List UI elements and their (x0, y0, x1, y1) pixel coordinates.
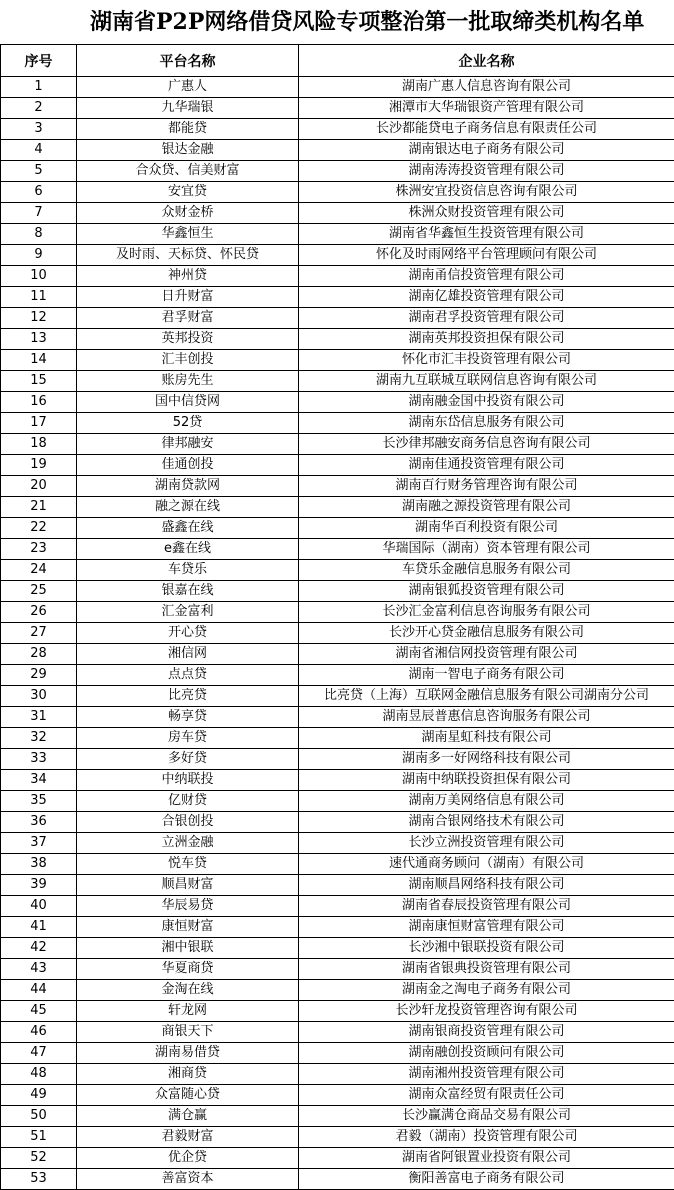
row-seq-cell: 42 (1, 938, 77, 959)
row-company-cell: 衡阳善富电子商务有限公司 (299, 1169, 674, 1190)
row-platform-cell: 轩龙网 (77, 1001, 299, 1022)
row-platform-cell: 日升财富 (77, 287, 299, 308)
table-row (1, 1064, 674, 1085)
header-platform: 平台名称 (77, 45, 299, 77)
row-platform-cell: 华辰易贷 (77, 896, 299, 917)
header-company: 企业名称 (299, 45, 674, 77)
row-seq-cell: 7 (1, 203, 77, 224)
table-row (1, 434, 674, 455)
row-seq-cell: 15 (1, 371, 77, 392)
table-row (1, 182, 674, 203)
table-row (1, 581, 674, 602)
row-company-cell: 湖南省湘信网投资管理有限公司 (299, 644, 674, 665)
table-row (1, 77, 674, 98)
page-title: 湖南省P2P网络借贷风险专项整治第一批取缔类机构名单 (90, 9, 645, 35)
row-company-cell: 湖南省银典投资管理有限公司 (299, 959, 674, 980)
row-platform-cell: 君毅财富 (77, 1127, 299, 1148)
row-seq-cell: 29 (1, 665, 77, 686)
table-row (1, 1001, 674, 1022)
row-platform-cell: 安宜贷 (77, 182, 299, 203)
row-seq-cell: 38 (1, 854, 77, 875)
table-row (1, 1169, 674, 1190)
row-platform-cell: 广惠人 (77, 77, 299, 98)
row-seq-cell: 9 (1, 245, 77, 266)
row-platform-cell: 湖南易借贷 (77, 1043, 299, 1064)
row-company-cell: 长沙轩龙投资管理咨询有限公司 (299, 1001, 674, 1022)
table-body (1, 77, 674, 1190)
row-seq-cell: 34 (1, 770, 77, 791)
table-row (1, 875, 674, 896)
row-company-cell: 湖南省阿银置业投资有限公司 (299, 1148, 674, 1169)
row-company-cell: 湖南融之源投资管理有限公司 (299, 497, 674, 518)
row-platform-cell: 车贷乐 (77, 560, 299, 581)
row-company-cell: 湖南昱辰普惠信息咨询服务有限公司 (299, 707, 674, 728)
row-company-cell: 长沙赢满仓商品交易有限公司 (299, 1106, 674, 1127)
row-seq-cell: 3 (1, 119, 77, 140)
row-company-cell: 湖南广惠人信息咨询有限公司 (299, 77, 674, 98)
row-platform-cell: 金淘在线 (77, 980, 299, 1001)
row-seq-cell: 51 (1, 1127, 77, 1148)
row-seq-cell: 32 (1, 728, 77, 749)
row-company-cell: 湖南万美网络信息有限公司 (299, 791, 674, 812)
row-seq-cell: 2 (1, 98, 77, 119)
row-platform-cell: 九华瑞银 (77, 98, 299, 119)
row-platform-cell: 律邦融安 (77, 434, 299, 455)
row-seq-cell: 36 (1, 812, 77, 833)
row-seq-cell: 37 (1, 833, 77, 854)
row-company-cell: 君毅（湖南）投资管理有限公司 (299, 1127, 674, 1148)
row-company-cell: 湖南涛涛投资管理有限公司 (299, 161, 674, 182)
row-company-cell: 湖南众富经贸有限责任公司 (299, 1085, 674, 1106)
row-platform-cell: 亿财贷 (77, 791, 299, 812)
table-row (1, 959, 674, 980)
row-company-cell: 长沙立洲投资管理有限公司 (299, 833, 674, 854)
row-platform-cell: 汇金富利 (77, 602, 299, 623)
table-row (1, 707, 674, 728)
row-platform-cell: 康恒财富 (77, 917, 299, 938)
row-company-cell: 速代通商务顾问（湖南）有限公司 (299, 854, 674, 875)
row-platform-cell: 湘信网 (77, 644, 299, 665)
row-seq-cell: 23 (1, 539, 77, 560)
table-row (1, 854, 674, 875)
row-platform-cell: 盛鑫在线 (77, 518, 299, 539)
table-row (1, 1022, 674, 1043)
institution-table (0, 44, 674, 1190)
table-row (1, 413, 674, 434)
row-company-cell: 湖南英邦投资担保有限公司 (299, 329, 674, 350)
row-platform-cell: 国中信贷网 (77, 392, 299, 413)
row-seq-cell: 50 (1, 1106, 77, 1127)
row-platform-cell: 英邦投资 (77, 329, 299, 350)
table-row (1, 749, 674, 770)
row-company-cell: 株洲众财投资管理有限公司 (299, 203, 674, 224)
row-seq-cell: 52 (1, 1148, 77, 1169)
table-row (1, 980, 674, 1001)
row-seq-cell: 45 (1, 1001, 77, 1022)
row-seq-cell: 47 (1, 1043, 77, 1064)
table-row (1, 686, 674, 707)
row-seq-cell: 6 (1, 182, 77, 203)
row-seq-cell: 11 (1, 287, 77, 308)
row-platform-cell: 多好贷 (77, 749, 299, 770)
row-platform-cell: 君孚财富 (77, 308, 299, 329)
row-company-cell: 湖南华百利投资有限公司 (299, 518, 674, 539)
row-platform-cell: 湘商贷 (77, 1064, 299, 1085)
row-company-cell: 长沙汇金富利信息咨询服务有限公司 (299, 602, 674, 623)
row-company-cell: 湖南百行财务管理咨询有限公司 (299, 476, 674, 497)
table-row (1, 602, 674, 623)
row-company-cell: 湖南九互联城互联网信息咨询有限公司 (299, 371, 674, 392)
table-row (1, 1127, 674, 1148)
row-company-cell: 长沙律邦融安商务信息咨询有限公司 (299, 434, 674, 455)
table-row (1, 203, 674, 224)
row-company-cell: 湖南银达电子商务有限公司 (299, 140, 674, 161)
row-seq-cell: 39 (1, 875, 77, 896)
row-seq-cell: 35 (1, 791, 77, 812)
row-seq-cell: 27 (1, 623, 77, 644)
row-seq-cell: 13 (1, 329, 77, 350)
table-row (1, 119, 674, 140)
row-platform-cell: 优企贷 (77, 1148, 299, 1169)
row-seq-cell: 14 (1, 350, 77, 371)
row-company-cell: 比亮贷（上海）互联网金融信息服务有限公司湖南分公司 (299, 686, 674, 707)
row-platform-cell: 开心贷 (77, 623, 299, 644)
row-company-cell: 车贷乐金融信息服务有限公司 (299, 560, 674, 581)
row-company-cell: 长沙湘中银联投资有限公司 (299, 938, 674, 959)
row-seq-cell: 41 (1, 917, 77, 938)
table-row (1, 392, 674, 413)
row-seq-cell: 5 (1, 161, 77, 182)
row-seq-cell: 21 (1, 497, 77, 518)
row-seq-cell: 53 (1, 1169, 77, 1190)
row-seq-cell: 4 (1, 140, 77, 161)
row-company-cell: 湖南合银网络技术有限公司 (299, 812, 674, 833)
row-seq-cell: 24 (1, 560, 77, 581)
row-seq-cell: 43 (1, 959, 77, 980)
row-company-cell: 华瑞国际（湖南）资本管理有限公司 (299, 539, 674, 560)
table-row (1, 497, 674, 518)
row-platform-cell: 比亮贷 (77, 686, 299, 707)
row-platform-cell: 悦车贷 (77, 854, 299, 875)
table-row (1, 539, 674, 560)
row-platform-cell: 华鑫恒生 (77, 224, 299, 245)
row-platform-cell: 畅享贷 (77, 707, 299, 728)
row-company-cell: 湖南佳通投资管理有限公司 (299, 455, 674, 476)
row-company-cell: 湖南一智电子商务有限公司 (299, 665, 674, 686)
table-row (1, 896, 674, 917)
table-row (1, 770, 674, 791)
row-platform-cell: 银嘉在线 (77, 581, 299, 602)
row-platform-cell: 52贷 (77, 413, 299, 434)
table-row (1, 455, 674, 476)
row-company-cell: 湖南多一好网络科技有限公司 (299, 749, 674, 770)
table-row (1, 287, 674, 308)
row-seq-cell: 22 (1, 518, 77, 539)
table-row (1, 938, 674, 959)
row-seq-cell: 12 (1, 308, 77, 329)
row-company-cell: 湖南省华鑫恒生投资管理有限公司 (299, 224, 674, 245)
row-platform-cell: 湖南贷款网 (77, 476, 299, 497)
table-row (1, 140, 674, 161)
table-row (1, 1085, 674, 1106)
table-row (1, 224, 674, 245)
table-row (1, 329, 674, 350)
row-seq-cell: 33 (1, 749, 77, 770)
row-seq-cell: 17 (1, 413, 77, 434)
row-platform-cell: 众富随心贷 (77, 1085, 299, 1106)
row-platform-cell: 及时雨、天标贷、怀民贷 (77, 245, 299, 266)
table-header-row (1, 45, 674, 77)
table-row (1, 266, 674, 287)
row-platform-cell: 汇丰创投 (77, 350, 299, 371)
row-company-cell: 湖南银商投资管理有限公司 (299, 1022, 674, 1043)
table-row (1, 917, 674, 938)
row-seq-cell: 48 (1, 1064, 77, 1085)
row-company-cell: 湖南省春辰投资管理有限公司 (299, 896, 674, 917)
table-row (1, 476, 674, 497)
row-seq-cell: 16 (1, 392, 77, 413)
row-company-cell: 怀化及时雨网络平台管理顾问有限公司 (299, 245, 674, 266)
row-seq-cell: 31 (1, 707, 77, 728)
row-platform-cell: 立洲金融 (77, 833, 299, 854)
row-platform-cell: 账房先生 (77, 371, 299, 392)
row-seq-cell: 26 (1, 602, 77, 623)
row-platform-cell: 湘中银联 (77, 938, 299, 959)
row-company-cell: 湖南亿雄投资管理有限公司 (299, 287, 674, 308)
table-row (1, 833, 674, 854)
table-row (1, 161, 674, 182)
row-seq-cell: 1 (1, 77, 77, 98)
table-row (1, 350, 674, 371)
row-company-cell: 湖南金之淘电子商务有限公司 (299, 980, 674, 1001)
row-company-cell: 湘潭市大华瑞银资产管理有限公司 (299, 98, 674, 119)
row-platform-cell: 点点贷 (77, 665, 299, 686)
table-row (1, 371, 674, 392)
row-seq-cell: 30 (1, 686, 77, 707)
row-seq-cell: 18 (1, 434, 77, 455)
row-company-cell: 湖南顺昌网络科技有限公司 (299, 875, 674, 896)
row-platform-cell: 众财金桥 (77, 203, 299, 224)
row-company-cell: 湖南星虹科技有限公司 (299, 728, 674, 749)
row-company-cell: 怀化市汇丰投资管理有限公司 (299, 350, 674, 371)
row-seq-cell: 20 (1, 476, 77, 497)
table-row (1, 518, 674, 539)
row-company-cell: 湖南康恒财富管理有限公司 (299, 917, 674, 938)
row-company-cell: 株洲安宜投资信息咨询有限公司 (299, 182, 674, 203)
row-platform-cell: 合银创投 (77, 812, 299, 833)
table-row (1, 1106, 674, 1127)
row-company-cell: 湖南中纳联投资担保有限公司 (299, 770, 674, 791)
table-row (1, 560, 674, 581)
table-row (1, 308, 674, 329)
table-row (1, 728, 674, 749)
row-platform-cell: 华夏商贷 (77, 959, 299, 980)
row-platform-cell: 合众贷、信美财富 (77, 161, 299, 182)
row-company-cell: 湖南甬信投资管理有限公司 (299, 266, 674, 287)
row-seq-cell: 49 (1, 1085, 77, 1106)
row-seq-cell: 40 (1, 896, 77, 917)
row-company-cell: 湖南融金国中投资有限公司 (299, 392, 674, 413)
row-company-cell: 长沙都能贷电子商务信息有限责任公司 (299, 119, 674, 140)
row-seq-cell: 44 (1, 980, 77, 1001)
row-seq-cell: 8 (1, 224, 77, 245)
row-platform-cell: 佳通创投 (77, 455, 299, 476)
table-row (1, 665, 674, 686)
row-platform-cell: 中纳联投 (77, 770, 299, 791)
row-platform-cell: 银达金融 (77, 140, 299, 161)
row-company-cell: 湖南东岱信息服务有限公司 (299, 413, 674, 434)
row-seq-cell: 28 (1, 644, 77, 665)
row-platform-cell: e鑫在线 (77, 539, 299, 560)
row-platform-cell: 商银天下 (77, 1022, 299, 1043)
row-seq-cell: 46 (1, 1022, 77, 1043)
row-platform-cell: 善富资本 (77, 1169, 299, 1190)
row-seq-cell: 10 (1, 266, 77, 287)
table-row (1, 812, 674, 833)
row-platform-cell: 顺昌财富 (77, 875, 299, 896)
row-platform-cell: 融之源在线 (77, 497, 299, 518)
row-platform-cell: 房车贷 (77, 728, 299, 749)
row-seq-cell: 19 (1, 455, 77, 476)
row-platform-cell: 神州贷 (77, 266, 299, 287)
row-company-cell: 湖南融创投资顾问有限公司 (299, 1043, 674, 1064)
table-row (1, 791, 674, 812)
row-seq-cell: 25 (1, 581, 77, 602)
row-company-cell: 长沙开心贷金融信息服务有限公司 (299, 623, 674, 644)
table-row (1, 623, 674, 644)
table-row (1, 245, 674, 266)
row-company-cell: 湖南湘州投资管理有限公司 (299, 1064, 674, 1085)
header-seq: 序号 (1, 45, 77, 77)
table-row (1, 98, 674, 119)
row-company-cell: 湖南银狐投资管理有限公司 (299, 581, 674, 602)
row-platform-cell: 满仓赢 (77, 1106, 299, 1127)
row-company-cell: 湖南君孚投资管理有限公司 (299, 308, 674, 329)
row-platform-cell: 都能贷 (77, 119, 299, 140)
table-row (1, 1148, 674, 1169)
table-row (1, 1043, 674, 1064)
table-row (1, 644, 674, 665)
